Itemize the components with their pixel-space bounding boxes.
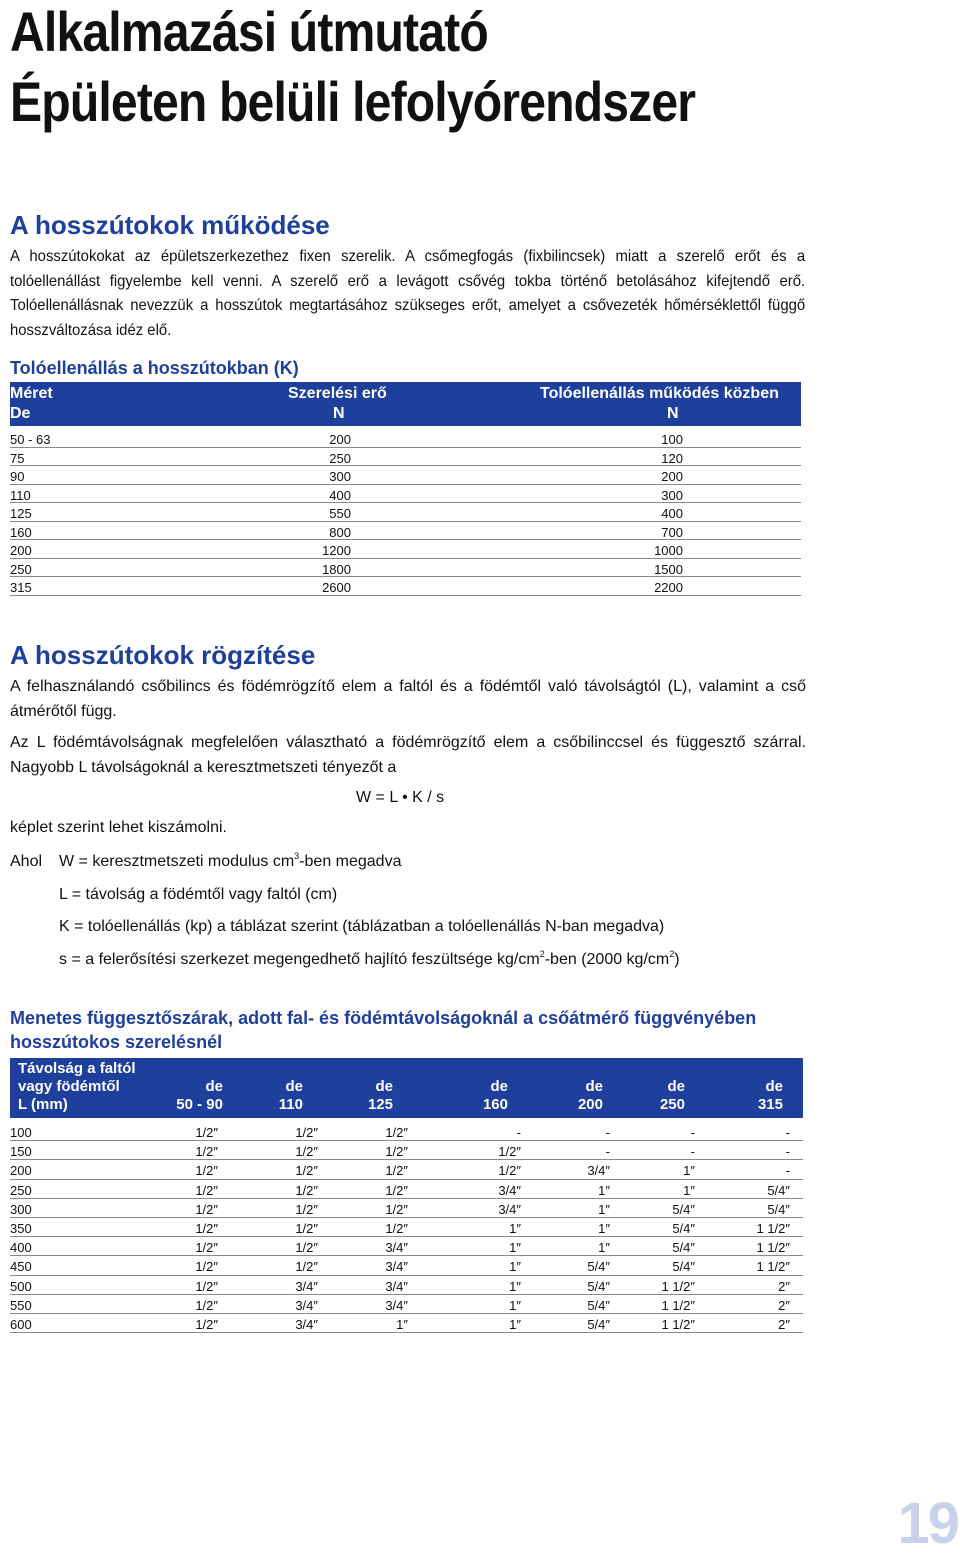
table-row — [10, 448, 801, 467]
definition-l: L = távolság a födémtől vagy faltól (cm) — [59, 886, 338, 903]
cell-rod-size: 1″ — [683, 1163, 695, 1179]
table-row — [10, 1314, 803, 1333]
cell-size: 125 — [10, 506, 32, 521]
header-col-3-label: de — [375, 1078, 393, 1095]
cell-rod-size: 1/2″ — [195, 1278, 218, 1294]
table-title-resistance: Tolóellenállás a hosszútokban (K) — [10, 358, 299, 378]
table-row — [10, 1276, 803, 1295]
cell-size: 250 — [10, 561, 32, 577]
cell-rod-size: 1/2″ — [195, 1259, 218, 1275]
table-row — [10, 1160, 803, 1179]
cell-rod-size: 5/4″ — [672, 1201, 695, 1217]
table-title-hangers-1: Menetes függesztőszárak, adott fal- és födémtávolságoknál a csőátmérő függvényében — [10, 1008, 757, 1028]
cell-rod-size: 1/2″ — [195, 1201, 218, 1217]
cell-rod-size: 1/2″ — [295, 1163, 318, 1179]
table-row — [10, 485, 801, 504]
cell-rod-size: 1/2″ — [295, 1240, 318, 1256]
cell-push-resistance: 200 — [661, 469, 683, 484]
table-row — [10, 503, 801, 522]
cell-size: 200 — [10, 543, 32, 558]
cell-mounting-force: 1200 — [322, 543, 351, 558]
cell-push-resistance: 400 — [661, 506, 683, 521]
cell-rod-size: 1/2″ — [195, 1182, 218, 1198]
cell-rod-size: 3/4″ — [385, 1278, 408, 1294]
section-heading-operation: A hosszútokok működése — [10, 210, 330, 240]
cell-rod-size: 1 1/2″ — [756, 1240, 790, 1256]
header-col-5-label: de — [585, 1078, 603, 1095]
header-push-resistance: Tolóellenállás működés közben — [540, 385, 779, 402]
section-paragraph-operation: A hosszútokokat az épületszerkezethez fixen szerelik. A csőmegfogás (fixbilincsek) miatt a szerelő erőt és a tolóellenállást figyelembe kell venni. A szerelő erő a levágott csővég tokba történő betolásához kifejtendő erő. Tolóellenállásnak nevezzük a hosszútok megtartásához szükseges erőt, amelyet a csővezeték hőmérséklettől függő hosszváltozása idéz elő. — [10, 248, 806, 339]
cell-distance: 250 — [10, 1182, 32, 1198]
cell-rod-size: 1/2″ — [295, 1182, 318, 1198]
cell-rod-size: 3/4″ — [295, 1316, 318, 1332]
cell-mounting-force: 800 — [329, 524, 351, 540]
cell-rod-size: 2″ — [778, 1316, 790, 1332]
cell-push-resistance: 300 — [661, 487, 683, 503]
definition-s: s = a felerősítési szerkezet megengedhető hajlító feszültsége $kg/cm^2$-ben (2000 $kg/cm^2$) — [59, 949, 680, 968]
header-col-1-label: de — [205, 1078, 223, 1095]
table-row — [10, 429, 801, 448]
header-col-6-size: 250 — [659, 1096, 685, 1113]
header-col-4-label: de — [490, 1078, 508, 1095]
formula: W = L • K / s — [356, 789, 445, 806]
cell-distance: 200 — [10, 1163, 32, 1179]
cell-rod-size: 1/2″ — [295, 1144, 318, 1160]
cell-push-resistance: 1000 — [654, 543, 683, 558]
table-row — [10, 1237, 803, 1256]
cell-rod-size: 5/4″ — [672, 1220, 695, 1236]
cell-rod-size: 1/2″ — [295, 1125, 318, 1140]
cell-rod-size: 1″ — [509, 1278, 521, 1294]
cell-size: 50 - 63 — [10, 432, 51, 447]
cell-push-resistance: 1500 — [654, 561, 683, 577]
cell-size: 110 — [10, 487, 31, 503]
hanger-table — [10, 1058, 803, 1333]
header-col-2-size: 110 — [278, 1096, 303, 1113]
header-col-4-size: 160 — [482, 1096, 508, 1113]
header-size: Méret — [10, 385, 53, 402]
cell-rod-size: - — [605, 1125, 610, 1140]
cell-distance: 550 — [10, 1297, 32, 1313]
cell-mounting-force: 400 — [329, 487, 351, 503]
table-header — [10, 1058, 803, 1118]
cell-size: 160 — [10, 524, 32, 540]
cell-rod-size: 1/2″ — [295, 1259, 318, 1275]
cell-rod-size: 2″ — [778, 1278, 790, 1294]
header-mounting-force-unit: N — [333, 405, 345, 422]
cell-rod-size: 1/2″ — [295, 1201, 318, 1217]
header-col-1-size: 50 - 90 — [176, 1096, 223, 1113]
cell-rod-size: - — [690, 1125, 695, 1140]
cell-rod-size: 1″ — [598, 1201, 610, 1217]
cell-mounting-force: 550 — [329, 506, 351, 521]
fixing-paragraph-1: A felhasználandó csőbilincs és födémrögzítő elem a faltól és a födémtől való távolságtól (L), valamint a cső átmérőtől függ. — [10, 678, 806, 720]
definitions-intro: Ahol — [10, 853, 43, 870]
cell-rod-size: 1/2″ — [498, 1163, 521, 1179]
cell-push-resistance: 100 — [661, 432, 683, 447]
cell-rod-size: 1/2″ — [195, 1240, 218, 1256]
table-row — [10, 1122, 803, 1141]
table-row — [10, 466, 801, 485]
header-distance-1: Távolság a faltól — [18, 1060, 136, 1077]
cell-rod-size: 1/2″ — [195, 1144, 218, 1160]
cell-rod-size: 5/4″ — [767, 1201, 790, 1217]
table-title-hangers-2: hosszútokos szerelésnél — [10, 1032, 223, 1052]
cell-rod-size: 3/4″ — [587, 1163, 610, 1179]
header-mounting-force: Szerelési erő — [288, 385, 387, 402]
cell-mounting-force: 200 — [329, 432, 351, 447]
header-col-3-size: 125 — [367, 1096, 393, 1113]
cell-rod-size: 1″ — [509, 1240, 521, 1256]
table-body — [10, 1122, 803, 1333]
cell-distance: 350 — [10, 1220, 32, 1236]
cell-distance: 400 — [10, 1240, 32, 1256]
fixing-paragraph-3: képlet szerint lehet kiszámolni. — [10, 819, 227, 836]
header-col-5-size: 200 — [577, 1096, 603, 1113]
cell-size: 315 — [10, 580, 32, 595]
cell-rod-size: 1 1/2″ — [661, 1297, 695, 1313]
table-row — [10, 1199, 803, 1218]
table-row — [10, 1218, 803, 1237]
cell-rod-size: 1 1/2″ — [661, 1316, 695, 1332]
cell-rod-size: 1″ — [683, 1182, 695, 1198]
table-header — [10, 382, 801, 426]
cell-push-resistance: 120 — [661, 450, 683, 466]
cell-rod-size: - — [605, 1144, 610, 1160]
cell-rod-size: 3/4″ — [385, 1297, 408, 1313]
cell-distance: 500 — [10, 1278, 32, 1294]
cell-rod-size: 1″ — [509, 1316, 521, 1332]
cell-rod-size: 1/2″ — [385, 1144, 408, 1160]
header-col-2-label: de — [285, 1078, 303, 1095]
cell-rod-size: 1″ — [509, 1297, 521, 1313]
table-row — [10, 540, 801, 559]
cell-rod-size: 1 1/2″ — [661, 1278, 695, 1294]
cell-mounting-force: 2600 — [322, 580, 351, 595]
cell-rod-size: 3/4″ — [498, 1201, 521, 1217]
cell-rod-size: 3/4″ — [295, 1297, 318, 1313]
definition-w: W = keresztmetszeti modulus $cm^3$-ben megadva — [59, 851, 402, 870]
cell-rod-size: - — [516, 1125, 521, 1140]
table-row — [10, 577, 801, 596]
cell-rod-size: 1/2″ — [385, 1201, 408, 1217]
cell-rod-size: - — [785, 1125, 790, 1140]
page-number: 19 — [897, 1491, 958, 1556]
cell-distance: 100 — [10, 1125, 32, 1140]
cell-rod-size: 5/4″ — [587, 1259, 610, 1275]
resistance-table — [10, 382, 801, 596]
cell-rod-size: 5/4″ — [672, 1259, 695, 1275]
cell-mounting-force: 1800 — [322, 561, 351, 577]
cell-size: 75 — [10, 450, 25, 466]
cell-mounting-force: 300 — [329, 469, 351, 484]
cell-rod-size: 1 1/2″ — [756, 1259, 790, 1275]
cell-rod-size: 1″ — [509, 1259, 521, 1275]
cell-rod-size: 1/2″ — [385, 1220, 408, 1236]
cell-rod-size: 1 1/2″ — [756, 1220, 790, 1236]
cell-rod-size: 1″ — [598, 1182, 610, 1198]
page-title-line-2: Épületen belüli lefolyórendszer — [10, 70, 696, 133]
cell-distance: 150 — [10, 1144, 32, 1160]
cell-rod-size: 5/4″ — [767, 1182, 790, 1198]
cell-rod-size: - — [690, 1144, 695, 1160]
cell-rod-size: 1/2″ — [295, 1220, 318, 1236]
cell-rod-size: - — [785, 1163, 790, 1179]
cell-rod-size: 1/2″ — [385, 1182, 408, 1198]
fixing-paragraph-2: Az L födémtávolságnak megfelelően választható a födémrögzítő elem a csőbilinccsel és függesztő szárral. Nagyobb L távolságoknál a keresztmetszeti tényezőt a — [10, 734, 806, 776]
cell-rod-size: 1/2″ — [385, 1163, 408, 1179]
cell-rod-size: 5/4″ — [587, 1297, 610, 1313]
table-row — [10, 1141, 803, 1160]
header-col-7-label: de — [765, 1078, 783, 1095]
cell-rod-size: 5/4″ — [587, 1316, 610, 1332]
cell-rod-size: 5/4″ — [587, 1278, 610, 1294]
cell-rod-size: 1/2″ — [195, 1125, 218, 1140]
cell-rod-size: 1/2″ — [195, 1163, 218, 1179]
cell-rod-size: 1/2″ — [385, 1125, 408, 1140]
page-title-line-1: Alkalmazási útmutató — [10, 0, 488, 63]
cell-rod-size: 1/2″ — [195, 1316, 218, 1332]
cell-rod-size: 3/4″ — [385, 1240, 408, 1256]
table-row — [10, 522, 801, 541]
definition-k: K = tolóellenállás (kp) a táblázat szerint (táblázatban a tolóellenállás N-ban megadva) — [59, 918, 665, 935]
table-body — [10, 429, 801, 596]
cell-rod-size: 3/4″ — [498, 1182, 521, 1198]
cell-rod-size: 5/4″ — [672, 1240, 695, 1256]
cell-distance: 450 — [10, 1259, 32, 1275]
cell-size: 90 — [10, 469, 25, 484]
header-size-unit: De — [10, 405, 31, 422]
cell-rod-size: 3/4″ — [295, 1278, 318, 1294]
cell-push-resistance: 700 — [661, 524, 683, 540]
table-row — [10, 1295, 803, 1314]
cell-rod-size: - — [785, 1144, 790, 1160]
table-row — [10, 559, 801, 578]
header-col-7-size: 315 — [757, 1096, 783, 1113]
cell-rod-size: 1/2″ — [195, 1297, 218, 1313]
header-distance-3: L (mm) — [18, 1096, 68, 1113]
table-row — [10, 1180, 803, 1199]
cell-rod-size: 1/2″ — [498, 1144, 521, 1160]
cell-rod-size: 1/2″ — [195, 1220, 218, 1236]
header-distance-2: vagy födémtől — [18, 1078, 120, 1095]
cell-mounting-force: 250 — [329, 450, 351, 466]
cell-distance: 600 — [10, 1316, 32, 1332]
cell-push-resistance: 2200 — [654, 580, 683, 595]
section-heading-fixing: A hosszútokok rögzítése — [10, 640, 316, 670]
cell-rod-size: 1″ — [598, 1220, 610, 1236]
header-push-resistance-unit: N — [667, 405, 679, 422]
table-row — [10, 1256, 803, 1275]
header-col-6-label: de — [667, 1078, 685, 1095]
cell-rod-size: 2″ — [778, 1297, 790, 1313]
cell-rod-size: 3/4″ — [385, 1259, 408, 1275]
cell-rod-size: 1″ — [598, 1240, 610, 1256]
cell-rod-size: 1″ — [509, 1220, 521, 1236]
cell-rod-size: 1″ — [396, 1316, 408, 1332]
cell-distance: 300 — [10, 1201, 32, 1217]
